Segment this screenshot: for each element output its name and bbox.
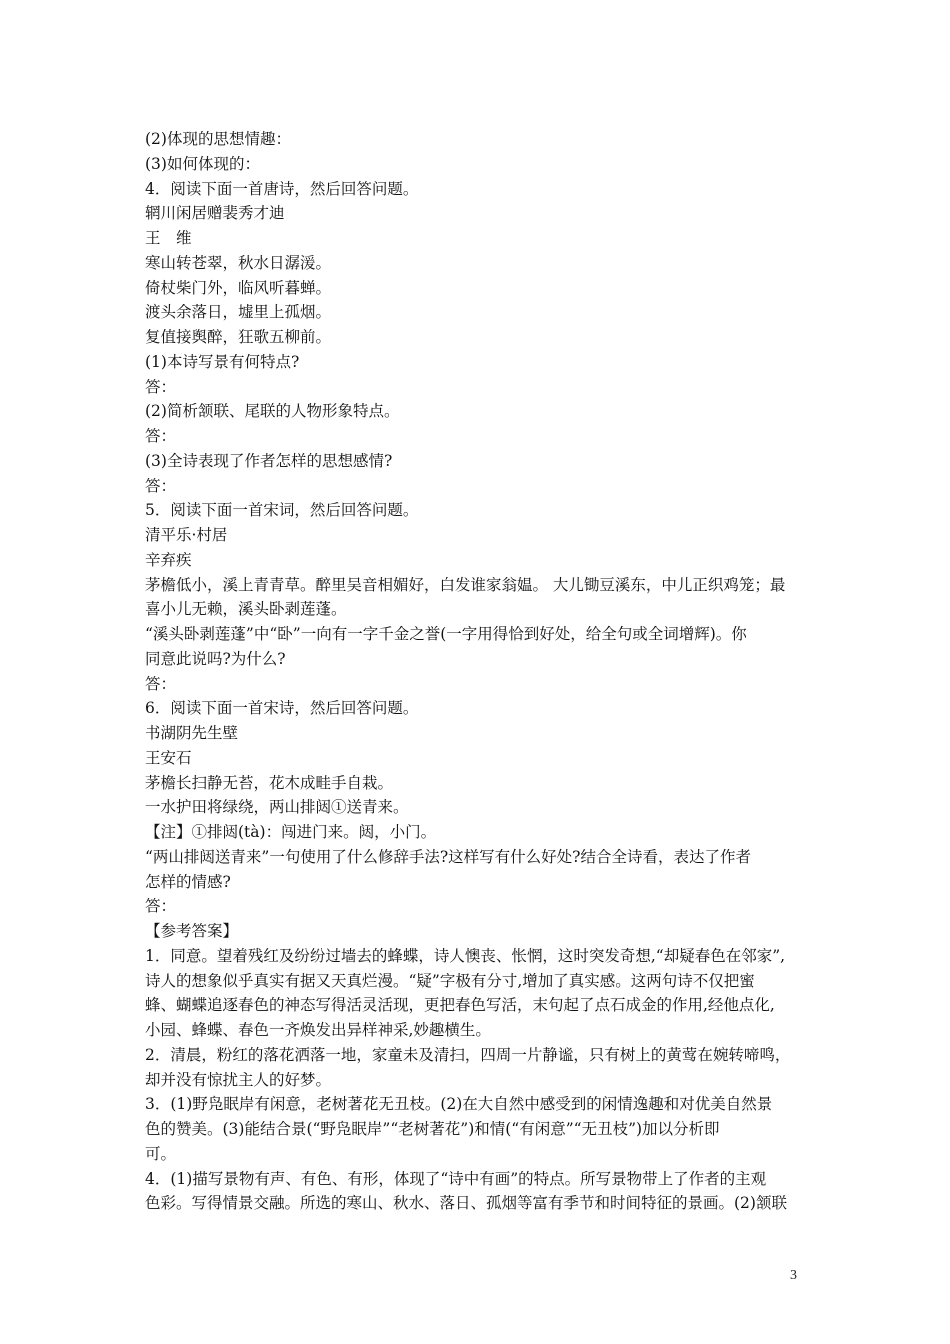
text-line: 3．(1)野凫眠岸有闲意，老树著花无丑枝。(2)在大自然中感受到的闲情逸趣和对优美自然景 [145, 1095, 773, 1114]
text-line: 答： [145, 897, 177, 916]
text-line: 王安石 [145, 748, 192, 767]
text-line: 2．清晨，粉红的落花洒落一地，家童未及清扫，四周一片静谧，只有树上的黄莺在婉转啼鸣， [145, 1045, 791, 1064]
text-line: (2)简析颔联、尾联的人物形象特点。 [145, 402, 400, 421]
text-line: (2)体现的思想情趣： [145, 130, 291, 148]
text-line: 茅檐低小，溪上青青草。醉里吴音相媚好，白发谁家翁媪。 大儿锄豆溪东，中儿正织鸡笼；最 [145, 575, 786, 594]
text-line: 小园、蜂蝶、春色一齐焕发出异样神采,妙趣横生。 [145, 1021, 491, 1039]
text-line: 渡头余落日，墟里上孤烟。 [145, 303, 332, 322]
text-line: 【注】①排闼(tà)：闯进门来。闼，小门。 [145, 823, 437, 841]
text-line: 怎样的情感? [145, 872, 231, 891]
text-line: (1)本诗写景有何特点? [145, 352, 300, 371]
text-line: 6．阅读下面一首宋诗，然后回答问题。 [145, 699, 419, 718]
page-number: 3 [790, 1268, 797, 1283]
text-line: (3)全诗表现了作者怎样的思想感情? [145, 451, 393, 470]
text-line: 却并没有惊扰主人的好梦。 [145, 1070, 332, 1089]
text-line: “两山排闼送青来”一句使用了什么修辞手法?这样写有什么好处?结合全诗看，表达了作者 [145, 847, 751, 866]
document-body [145, 127, 813, 1216]
text-line: 茅檐长扫静无苔，花木成畦手自栽。 [145, 773, 394, 792]
text-line: 4．阅读下面一首唐诗，然后回答问题。 [145, 179, 419, 198]
text-line: 可。 [145, 1144, 177, 1163]
text-line: 答： [145, 674, 177, 693]
text-line: 4．(1)描写景物有声、有色、有形，体现了“诗中有画”的特点。所写景物带上了作者的主观 [145, 1169, 767, 1188]
text-line: 答： [145, 427, 177, 445]
text-line: 色的赞美。(3)能结合景(“野凫眠岸”“老树著花”)和情(“有闲意”“无丑枝”)加以分析即 [145, 1120, 720, 1138]
text-line: 诗人的想象似乎真实有据又天真烂漫。“疑”字极有分寸,增加了真实感。这两句诗不仅把蜜 [145, 971, 755, 990]
text-line: 复值接舆醉，狂歌五柳前。 [145, 328, 332, 346]
text-line: 色彩。写得情景交融。所选的寒山、秋水、落日、孤烟等富有季节和时间特征的景画。(2)颔联 [145, 1194, 787, 1213]
text-line: 倚杖柴门外，临风听暮蝉。 [145, 278, 332, 297]
text-line: 5．阅读下面一首宋词，然后回答问题。 [145, 501, 419, 520]
text-line: 清平乐·村居 [145, 526, 228, 544]
text-line: 寒山转苍翠，秋水日潺湲。 [145, 253, 332, 272]
text-line: 1．同意。望着残红及纷纷过墙去的蜂蝶，诗人懊丧、怅惘，这时突发奇想,“却疑春色在邻家”, [145, 946, 786, 965]
text-line: 辛弃疾 [145, 550, 192, 569]
text-line: 答： [145, 476, 177, 495]
text-line: 同意此说吗?为什么? [145, 649, 286, 668]
text-line: 喜小儿无赖，溪头卧剥莲蓬。 [145, 600, 347, 619]
text-line: 书湖阴先生壁 [145, 724, 239, 742]
text-line: 王 维 [145, 229, 192, 247]
text-line: 辋川闲居赠裴秀才迪 [145, 204, 285, 223]
text-line: 答： [145, 377, 177, 396]
text-line: 蜂、蝴蝶追逐春色的神态写得活灵活现，更把春色写活，末句起了点石成金的作用,经他点化, [145, 996, 775, 1015]
text-line: “溪头卧剥莲蓬”中“卧”一向有一字千金之誉(一字用得恰到好处，给全句或全词增辉)。你 [145, 625, 747, 643]
text-line: 【参考答案】 [145, 922, 239, 940]
text-line: (3)如何体现的： [145, 154, 260, 173]
text-line: 一水护田将绿绕，两山排闼①送青来。 [145, 798, 409, 817]
